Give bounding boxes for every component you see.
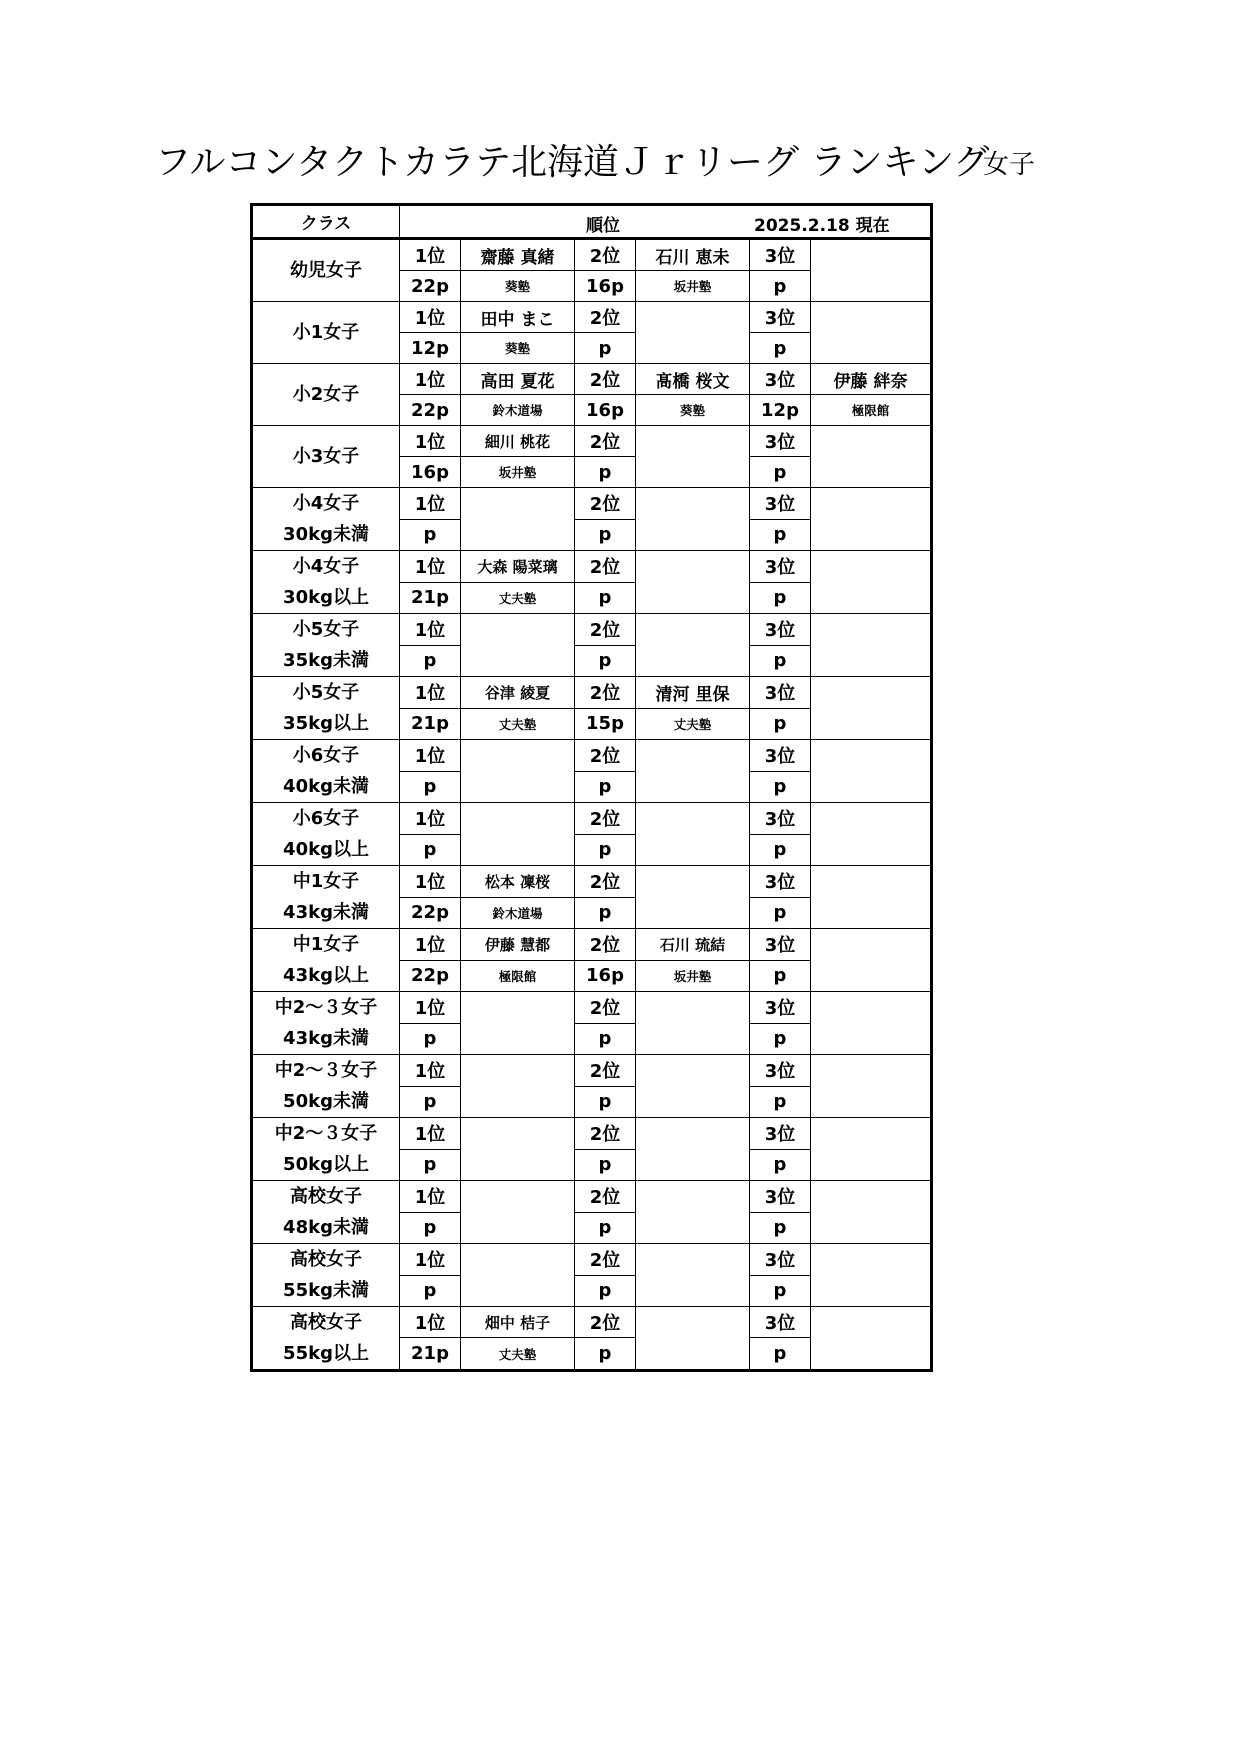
rank-position: 1位 (400, 866, 461, 898)
class-weight: 35kg以上 (283, 713, 369, 734)
rank-position: 3位 (750, 866, 811, 898)
rank-points: p (575, 1149, 636, 1181)
class-cell (252, 302, 400, 364)
rank-position: 2位 (575, 677, 636, 709)
rank-points: 22p (400, 271, 461, 302)
athlete-dojo: 葵塾 (636, 395, 750, 426)
rank-position: 2位 (575, 614, 636, 646)
athlete-name: 畑中 桔子 (461, 1307, 575, 1338)
rank-points: p (750, 645, 811, 677)
rank-points: p (750, 519, 811, 551)
rank-points: p (575, 897, 636, 929)
rank-position: 3位 (750, 1307, 811, 1338)
table-row (252, 426, 932, 457)
athlete-name (811, 1118, 932, 1181)
athlete-name (811, 929, 932, 992)
class-cell (252, 740, 400, 803)
table-row (252, 929, 932, 961)
athlete-dojo: 極限館 (811, 395, 932, 426)
athlete-name (461, 1118, 575, 1181)
athlete-name (811, 551, 932, 614)
athlete-name (811, 992, 932, 1055)
athlete-name (636, 1118, 750, 1181)
class-cell (252, 426, 400, 488)
class-name: 中1女子 (292, 871, 360, 892)
athlete-name (461, 1181, 575, 1244)
rank-position: 1位 (400, 740, 461, 772)
table-row (252, 302, 932, 333)
rank-points: p (750, 582, 811, 614)
rank-position: 2位 (575, 1244, 636, 1276)
athlete-name (811, 614, 932, 677)
class-cell (252, 866, 400, 929)
table-row (252, 1244, 932, 1276)
athlete-name (636, 1244, 750, 1307)
athlete-name (461, 1055, 575, 1118)
athlete-name (461, 488, 575, 551)
table-row (252, 740, 932, 772)
page-subtitle: 女子 (983, 150, 1036, 180)
rank-position: 1位 (400, 677, 461, 709)
athlete-dojo: 坂井塾 (636, 960, 750, 992)
athlete-name (636, 803, 750, 866)
class-cell (252, 803, 400, 866)
rank-points: p (750, 897, 811, 929)
athlete-name (636, 740, 750, 803)
athlete-name (811, 740, 932, 803)
table-row (252, 551, 932, 583)
table-row (252, 992, 932, 1024)
table-row (252, 1181, 932, 1213)
class-name: 幼児女子 (290, 260, 362, 281)
athlete-name (811, 1244, 932, 1307)
table-row (252, 614, 932, 646)
table-header-row (252, 205, 932, 239)
class-name: 小4女子 (292, 556, 360, 577)
header-rank (400, 205, 932, 239)
rank-position: 1位 (400, 1055, 461, 1087)
athlete-name: 石川 琉結 (636, 929, 750, 961)
rank-position: 1位 (400, 239, 461, 271)
athlete-name (461, 803, 575, 866)
rank-points: p (400, 1212, 461, 1244)
class-cell (252, 992, 400, 1055)
rank-position: 2位 (575, 1118, 636, 1150)
athlete-name: 高田 夏花 (461, 364, 575, 395)
rank-points: p (400, 519, 461, 551)
rank-position: 1位 (400, 929, 461, 961)
rank-points: p (750, 457, 811, 488)
rank-points: p (400, 1275, 461, 1307)
athlete-name: 田中 まこ (461, 302, 575, 333)
rank-points: p (575, 582, 636, 614)
class-weight: 50kg以上 (283, 1154, 369, 1175)
class-cell (252, 677, 400, 740)
rank-points: p (400, 771, 461, 803)
rank-position: 3位 (750, 929, 811, 961)
athlete-dojo: 丈夫塾 (461, 708, 575, 740)
athlete-name (636, 866, 750, 929)
athlete-name (811, 803, 932, 866)
athlete-name (636, 426, 750, 488)
rank-points: p (575, 1212, 636, 1244)
class-cell (252, 364, 400, 426)
class-name: 小6女子 (292, 808, 360, 829)
rank-position: 1位 (400, 302, 461, 333)
class-name: 小1女子 (292, 322, 360, 343)
rank-points: p (750, 1023, 811, 1055)
athlete-name: 清河 里保 (636, 677, 750, 709)
header-class: クラス (252, 205, 400, 239)
header-date: 2025.2.18 現在 (754, 216, 890, 236)
athlete-name (636, 1181, 750, 1244)
class-weight: 55kg未満 (283, 1280, 369, 1301)
rank-position: 1位 (400, 614, 461, 646)
rank-points: p (750, 1212, 811, 1244)
athlete-name: 松本 凜桜 (461, 866, 575, 898)
table-row (252, 803, 932, 835)
class-cell (252, 1181, 400, 1244)
athlete-name: 細川 桃花 (461, 426, 575, 457)
class-name: 高校女子 (290, 1312, 362, 1333)
rank-points: 16p (575, 960, 636, 992)
rank-points: p (750, 1086, 811, 1118)
class-weight: 50kg未満 (283, 1091, 369, 1112)
rank-position: 2位 (575, 239, 636, 271)
table-row (252, 239, 932, 271)
rank-points: p (575, 333, 636, 364)
rank-position: 1位 (400, 551, 461, 583)
rank-points: 21p (400, 708, 461, 740)
athlete-dojo: 葵塾 (461, 271, 575, 302)
table-row (252, 677, 932, 709)
rank-points: 22p (400, 395, 461, 426)
rank-points: p (750, 834, 811, 866)
athlete-dojo: 丈夫塾 (461, 582, 575, 614)
rank-points: p (750, 960, 811, 992)
athlete-name (636, 1055, 750, 1118)
class-weight: 40kg以上 (283, 839, 369, 860)
class-cell (252, 929, 400, 992)
class-cell (252, 1055, 400, 1118)
rank-points: 22p (400, 960, 461, 992)
class-name: 中2～３女子 (274, 997, 378, 1018)
rank-points: p (575, 1338, 636, 1371)
table-row (252, 1307, 932, 1338)
class-name: 高校女子 (290, 1186, 362, 1207)
athlete-dojo: 丈夫塾 (636, 708, 750, 740)
rank-points: p (750, 708, 811, 740)
athlete-name (811, 426, 932, 488)
rank-points: p (750, 771, 811, 803)
rank-position: 2位 (575, 866, 636, 898)
rank-points: p (400, 1149, 461, 1181)
rank-points: 12p (750, 395, 811, 426)
rank-position: 3位 (750, 677, 811, 709)
rank-position: 1位 (400, 488, 461, 520)
rank-position: 1位 (400, 992, 461, 1024)
rank-points: 16p (575, 271, 636, 302)
class-name: 中1女子 (292, 934, 360, 955)
rank-points: p (575, 645, 636, 677)
class-name: 高校女子 (290, 1249, 362, 1270)
rank-position: 3位 (750, 364, 811, 395)
rank-position: 3位 (750, 1118, 811, 1150)
rank-points: p (400, 1023, 461, 1055)
class-weight: 43kg未満 (283, 1028, 369, 1049)
class-cell (252, 239, 400, 302)
rank-position: 3位 (750, 1244, 811, 1276)
athlete-dojo: 鈴木道場 (461, 897, 575, 929)
athlete-name (461, 1244, 575, 1307)
rank-position: 1位 (400, 1307, 461, 1338)
rank-points: p (750, 333, 811, 364)
athlete-name (636, 992, 750, 1055)
rank-points: 12p (400, 333, 461, 364)
rank-position: 1位 (400, 803, 461, 835)
class-cell (252, 1118, 400, 1181)
athlete-name (811, 302, 932, 364)
rank-position: 3位 (750, 614, 811, 646)
athlete-name: 谷津 綾夏 (461, 677, 575, 709)
rank-points: p (575, 834, 636, 866)
rank-points: p (575, 771, 636, 803)
class-name: 小6女子 (292, 745, 360, 766)
rank-points: p (400, 1086, 461, 1118)
athlete-name (811, 1307, 932, 1371)
rank-position: 3位 (750, 488, 811, 520)
athlete-dojo: 鈴木道場 (461, 395, 575, 426)
table-row (252, 866, 932, 898)
rank-position: 1位 (400, 1244, 461, 1276)
table-row (252, 364, 932, 395)
class-weight: 30kg未満 (283, 524, 369, 545)
athlete-dojo: 坂井塾 (636, 271, 750, 302)
athlete-name (461, 992, 575, 1055)
rank-points: 15p (575, 708, 636, 740)
class-cell (252, 1244, 400, 1307)
class-name: 小3女子 (292, 446, 360, 467)
athlete-name (636, 614, 750, 677)
athlete-name (811, 677, 932, 740)
class-weight: 48kg未満 (283, 1217, 369, 1238)
rank-position: 3位 (750, 1055, 811, 1087)
athlete-dojo: 丈夫塾 (461, 1338, 575, 1371)
rank-position: 2位 (575, 302, 636, 333)
class-cell (252, 614, 400, 677)
athlete-name (636, 488, 750, 551)
athlete-name (636, 302, 750, 364)
class-name: 中2～３女子 (274, 1123, 378, 1144)
rank-position: 1位 (400, 364, 461, 395)
class-cell (252, 551, 400, 614)
athlete-name (461, 740, 575, 803)
class-weight: 43kg以上 (283, 965, 369, 986)
ranking-body (252, 239, 932, 1371)
athlete-name (636, 1307, 750, 1371)
athlete-name (811, 866, 932, 929)
class-cell (252, 488, 400, 551)
page-title: フルコンタクトカラテ北海道Ｊｒリーグ ランキング (155, 142, 990, 183)
rank-position: 3位 (750, 551, 811, 583)
class-weight: 40kg未満 (283, 776, 369, 797)
class-name: 小2女子 (292, 384, 360, 405)
athlete-name: 伊藤 慧都 (461, 929, 575, 961)
class-name: 小5女子 (292, 619, 360, 640)
rank-position: 1位 (400, 1118, 461, 1150)
rank-points: p (575, 457, 636, 488)
rank-points: p (400, 645, 461, 677)
class-name: 小5女子 (292, 682, 360, 703)
athlete-name (636, 551, 750, 614)
rank-position: 2位 (575, 929, 636, 961)
athlete-name: 齋藤 真緒 (461, 239, 575, 271)
class-weight: 35kg未満 (283, 650, 369, 671)
rank-position: 2位 (575, 740, 636, 772)
rank-position: 2位 (575, 992, 636, 1024)
rank-position: 2位 (575, 426, 636, 457)
class-weight: 43kg未満 (283, 902, 369, 923)
rank-position: 2位 (575, 803, 636, 835)
rank-points: p (575, 1023, 636, 1055)
table-row (252, 1118, 932, 1150)
rank-position: 3位 (750, 740, 811, 772)
rank-position: 3位 (750, 803, 811, 835)
class-cell (252, 1307, 400, 1371)
rank-points: p (750, 1275, 811, 1307)
athlete-name (811, 1055, 932, 1118)
athlete-name (461, 614, 575, 677)
rank-position: 2位 (575, 551, 636, 583)
rank-points: p (575, 519, 636, 551)
rank-position: 1位 (400, 1181, 461, 1213)
rank-position: 2位 (575, 1307, 636, 1338)
rank-points: p (750, 1149, 811, 1181)
rank-position: 2位 (575, 488, 636, 520)
athlete-dojo: 極限館 (461, 960, 575, 992)
table-row (252, 488, 932, 520)
rank-position: 3位 (750, 239, 811, 271)
rank-points: p (400, 834, 461, 866)
class-weight: 55kg以上 (283, 1343, 369, 1364)
rank-points: 21p (400, 1338, 461, 1371)
rank-position: 3位 (750, 302, 811, 333)
class-name: 小4女子 (292, 493, 360, 514)
athlete-name: 大森 陽菜璃 (461, 551, 575, 583)
athlete-dojo: 坂井塾 (461, 457, 575, 488)
rank-points: 21p (400, 582, 461, 614)
rank-position: 3位 (750, 1181, 811, 1213)
rank-position: 1位 (400, 426, 461, 457)
rank-points: 16p (575, 395, 636, 426)
athlete-name (811, 239, 932, 302)
rank-points: p (750, 1338, 811, 1371)
rank-points: p (575, 1275, 636, 1307)
rank-position: 3位 (750, 992, 811, 1024)
class-name: 中2～３女子 (274, 1060, 378, 1081)
athlete-name: 髙橋 桜文 (636, 364, 750, 395)
rank-points: p (750, 271, 811, 302)
rank-points: 22p (400, 897, 461, 929)
rank-position: 2位 (575, 1055, 636, 1087)
athlete-name: 伊藤 絆奈 (811, 364, 932, 395)
rank-position: 2位 (575, 364, 636, 395)
rank-position: 2位 (575, 1181, 636, 1213)
athlete-name (811, 1181, 932, 1244)
rank-points: 16p (400, 457, 461, 488)
ranking-table (250, 203, 933, 1372)
class-weight: 30kg以上 (283, 587, 369, 608)
table-row (252, 1055, 932, 1087)
athlete-name (811, 488, 932, 551)
athlete-dojo: 葵塾 (461, 333, 575, 364)
header-rank-label: 順位 (586, 216, 620, 236)
rank-points: p (575, 1086, 636, 1118)
rank-position: 3位 (750, 426, 811, 457)
athlete-name: 石川 恵未 (636, 239, 750, 271)
